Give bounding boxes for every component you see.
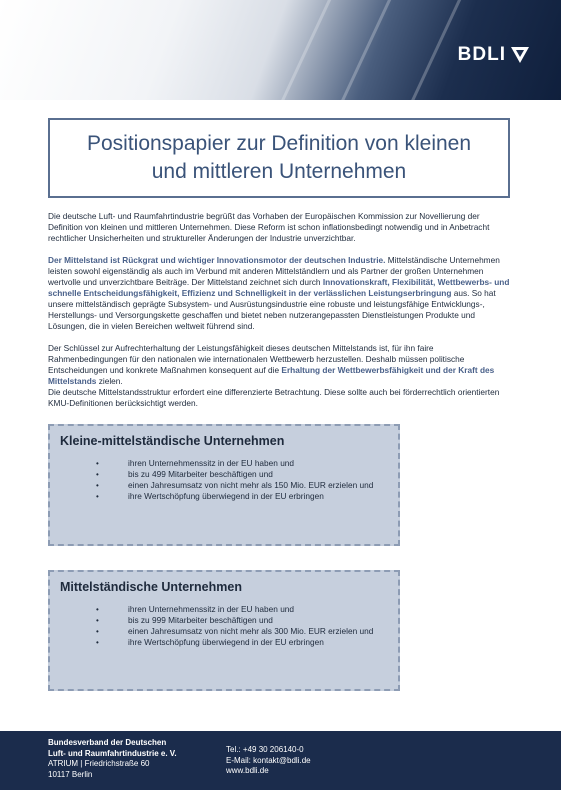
header-decoration [318, 0, 405, 100]
box-heading: Mittelständische Unternehmen [60, 580, 242, 594]
bullet-icon: • [96, 470, 99, 479]
footer-street: ATRIUM | Friedrichstraße 60 [48, 759, 150, 768]
bullet-icon: • [96, 627, 99, 636]
footer-web-link[interactable]: www.bdli.de [226, 766, 269, 775]
bdli-logo [458, 44, 529, 66]
criteria-list [60, 604, 388, 648]
highlight-text: Der Mittelstand ist Rückgrat und wichtiger Innovationsmotor der deutschen Industrie. [48, 255, 386, 265]
page-header [0, 0, 561, 100]
paragraph-text: aus. So hat unsere mittelständisch geprägte Subsystem- und Ausrüstungsindustrie eine robuste und leistungsfähige Entwicklungs-, Herstellungs- und Versorgungskette geschaffen und bietet neben nutzerangepassten Dienstleistungen Produkte und Lösungen, die in vielen Bereichen weltweit führend sind. [48, 288, 496, 331]
list-item: • ihren Unternehmenssitz in der EU haben und [96, 458, 295, 468]
mittelstand-paragraph [48, 255, 514, 332]
paragraph-text: Mittelständische Unternehmen leisten sowohl eigenständig als auch im Verbund mit anderen Mittelständlern und als Partner der großen Unternehmen wertvolle und unverzichtbare Beiträge. Der Mittelstand zeichnet sich durch [48, 255, 500, 287]
bullet-icon: • [96, 492, 99, 501]
body-text [48, 211, 514, 420]
footer-org-name: Luft- und Raumfahrtindustrie e. V. [48, 748, 177, 758]
list-item: • bis zu 499 Mitarbeiter beschäftigen und [96, 469, 273, 479]
page-title-box [48, 118, 510, 198]
page-title-line-1: Positionspapier zur Definition von kleinen [86, 132, 472, 155]
highlight-text: Innovationskraft, Flexibilität, Wettbewerbs- und schnelle Entscheidungsfähigkeit, Effizienz und Schnelligkeit in der verlässlichen Leistungserbringung [48, 277, 510, 298]
footer-phone: Tel.: +49 30 206140-0 [226, 745, 304, 754]
list-item: • einen Jahresumsatz von nicht mehr als 150 Mio. EUR erzielen und [96, 480, 374, 490]
mittelstaendische-box [48, 570, 400, 691]
footer-org-name: Bundesverband der Deutschen [48, 738, 167, 747]
list-item: • bis zu 999 Mitarbeiter beschäftigen und [96, 615, 273, 625]
footer-city: 10117 Berlin [48, 769, 93, 779]
page-title-line-2: und mittleren Unternehmen [151, 160, 407, 183]
criteria-list [60, 458, 388, 502]
list-item: • ihre Wertschöpfung überwiegend in der EU erbringen [96, 637, 324, 647]
paragraph-text: Der Schlüssel zur Aufrechterhaltung der Leistungsfähigkeit dieses deutschen Mittelstands ist, für ihn faire Rahmenbedingungen für den nationalen wie internationalen Wettbewerb herzustellen. Deshalb müssen politische Entscheidungen und konkrete Maßnahmen konsequent auf die [48, 343, 465, 375]
header-decoration [258, 0, 345, 100]
list-item: • ihren Unternehmenssitz in der EU haben und [96, 604, 295, 614]
logo-text: BDLI [457, 44, 506, 65]
list-item: • ihre Wertschöpfung überwiegend in der EU erbringen [96, 491, 324, 501]
footer-address [48, 738, 177, 780]
bullet-icon: • [96, 638, 99, 647]
struktur-paragraph: Die deutsche Mittelstandsstruktur erfordert eine differenzierte Betrachtung. Diese sollte auch bei förderrechtlich orientierten KMU-Definitionen berücksichtigt werden. [48, 387, 500, 408]
schluessel-paragraph [48, 343, 514, 387]
footer-contact [226, 745, 311, 777]
bullet-icon: • [96, 616, 99, 625]
bullet-icon: • [96, 481, 99, 490]
footer-email-link[interactable]: E-Mail: kontakt@bdli.de [226, 755, 311, 765]
page-footer [0, 731, 561, 790]
bullet-icon: • [96, 605, 99, 614]
logo-chevron-icon [511, 47, 529, 63]
highlight-text: Erhaltung der Wettbewerbsfähigkeit und der Kraft des Mittelstands [48, 365, 495, 386]
kleine-mittelstaendische-box [48, 424, 400, 546]
box-heading: Kleine-mittelständische Unternehmen [60, 434, 285, 448]
intro-paragraph: Die deutsche Luft- und Raumfahrtindustrie begrüßt das Vorhaben der Europäischen Kommission zur Novellierung der Definition von kleinen und mittleren Unternehmen. Diese Reform ist schon inflationsbedingt notwendig und in Anbetracht rechtlicher Unsicherheiten und struktureller Änderungen der Industrie unverzichtbar. [48, 211, 490, 243]
paragraph-text: zielen. [96, 376, 123, 386]
bullet-icon: • [96, 459, 99, 468]
list-item: • einen Jahresumsatz von nicht mehr als 300 Mio. EUR erzielen und [96, 626, 374, 636]
